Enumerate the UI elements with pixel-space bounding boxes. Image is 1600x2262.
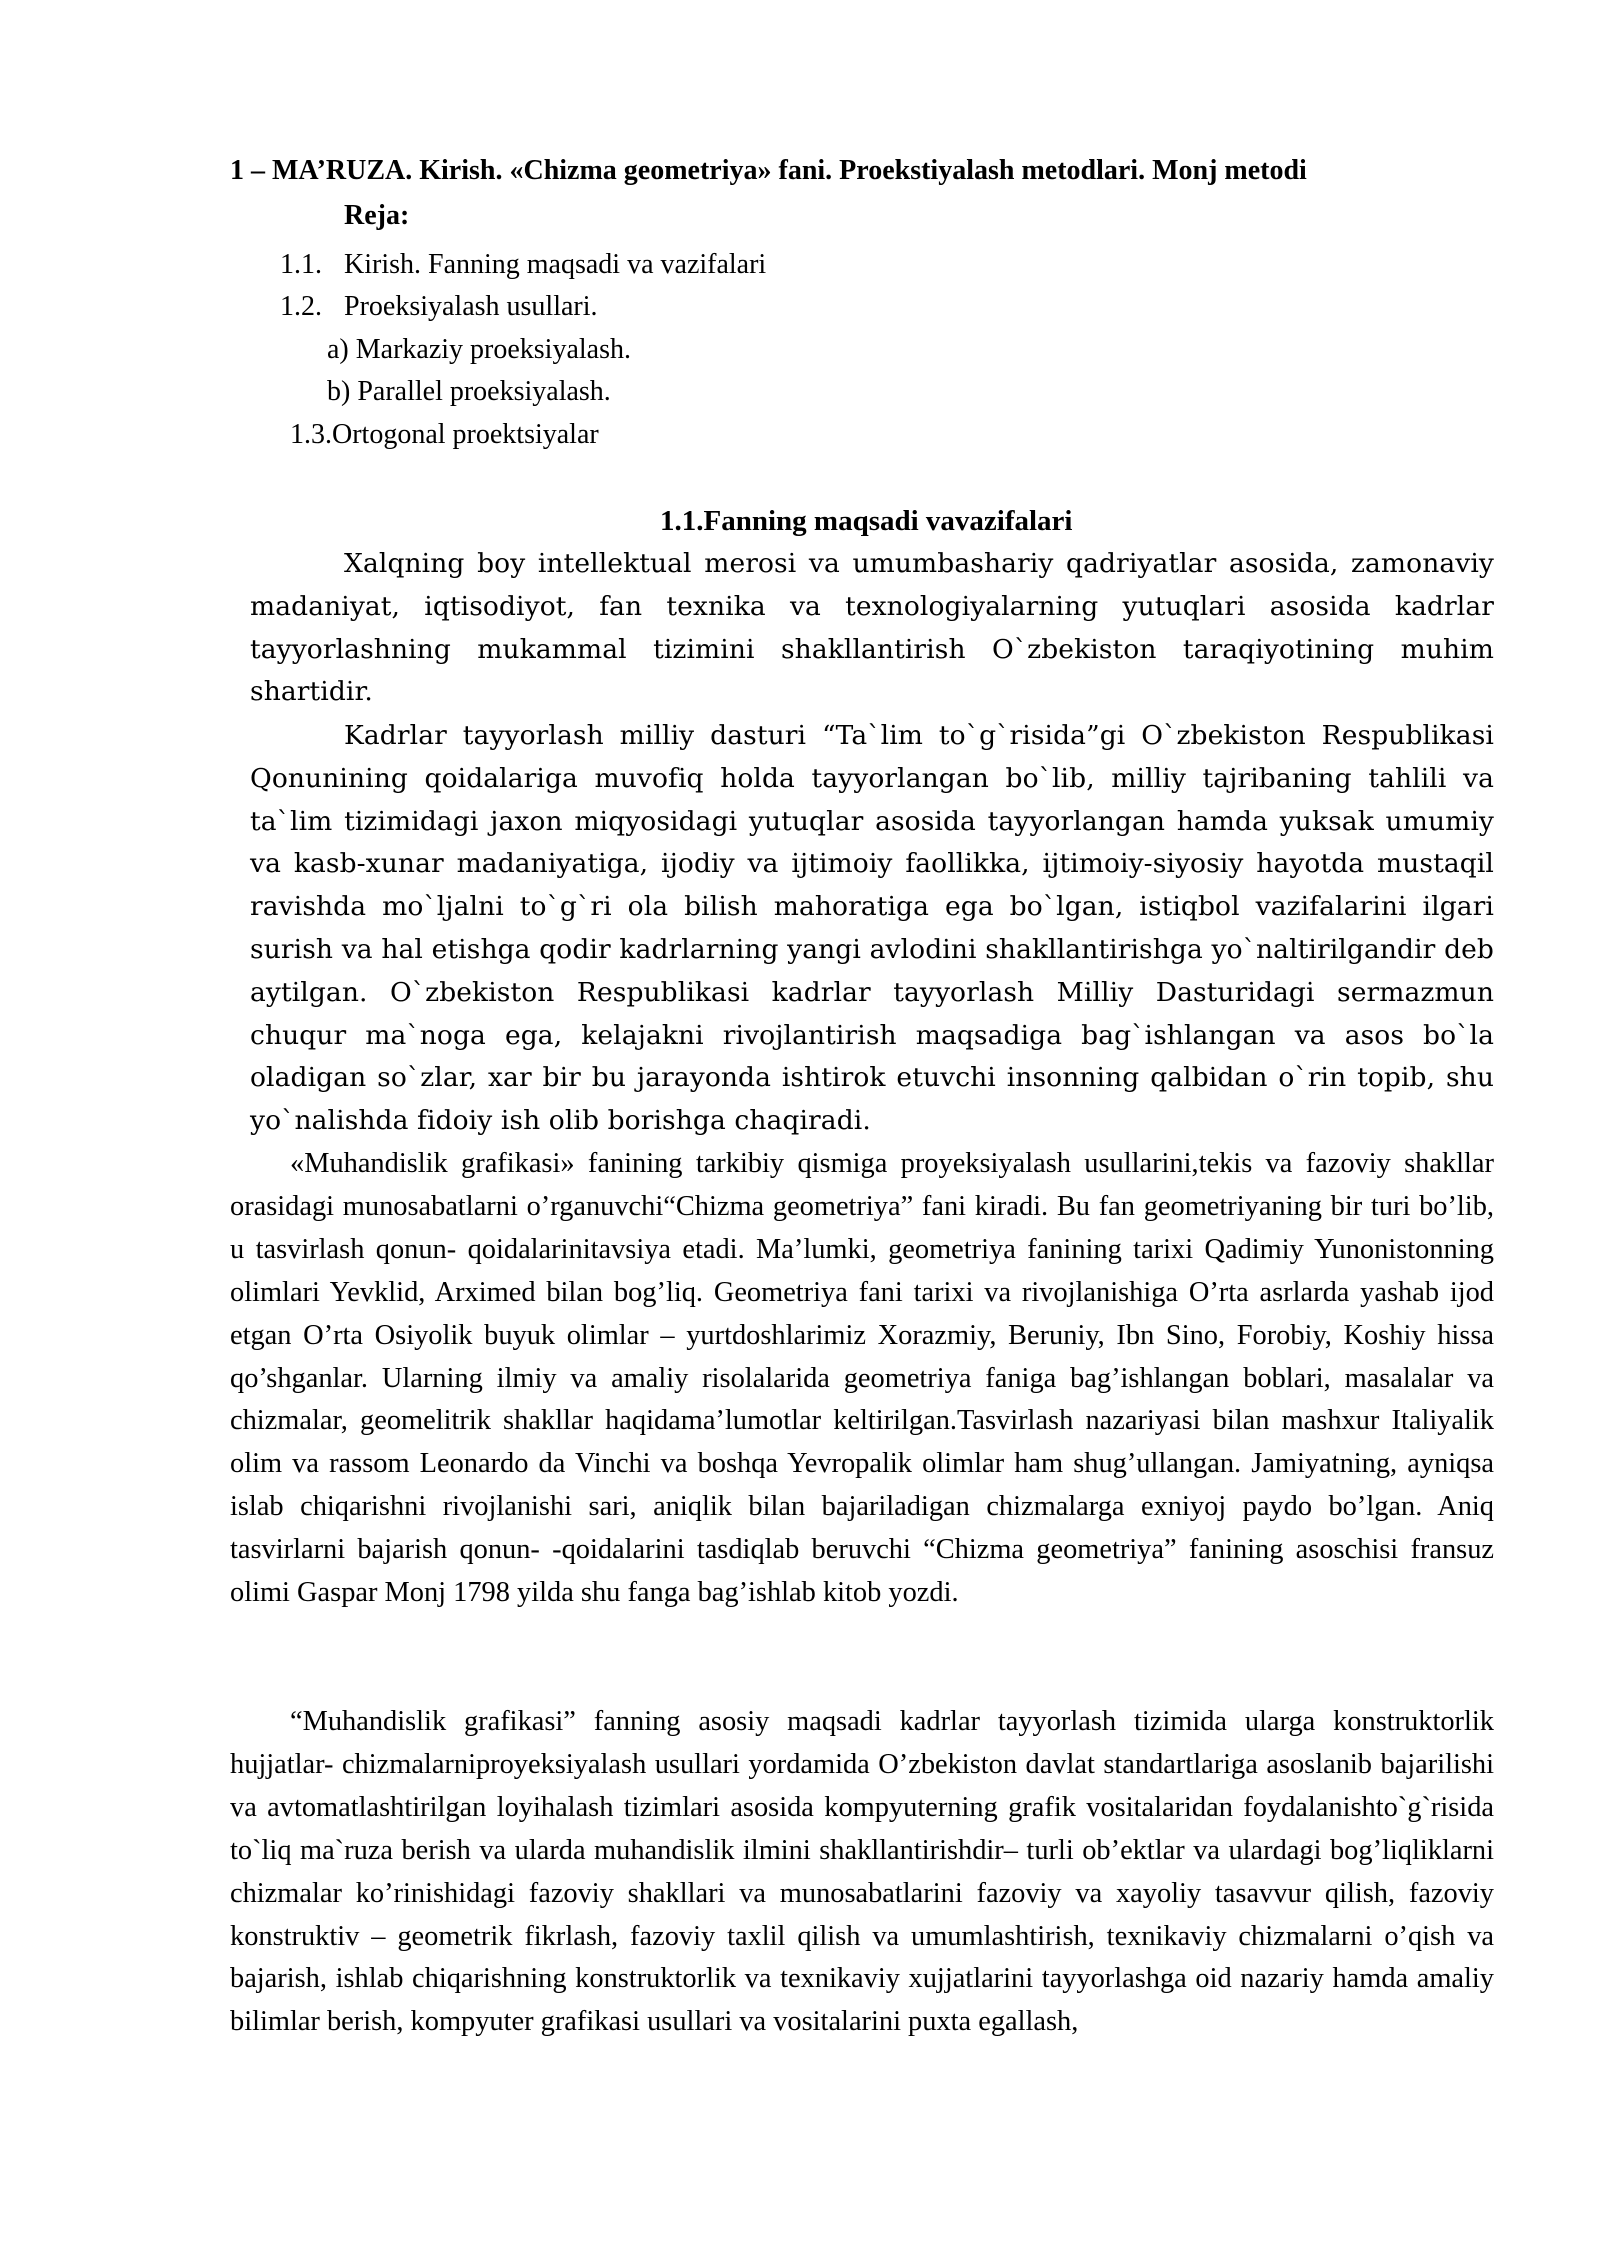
plan-item (290, 414, 599, 456)
plan-item-number: 1.3. (290, 419, 332, 450)
plan-item (280, 286, 598, 328)
plan-heading: Reja: (344, 200, 410, 231)
plan-item-text: Kirish. Fanning maqsadi va vazifalari (344, 249, 767, 280)
plan-item (280, 244, 766, 286)
paragraph-aims: “Muhandislik grafikasi” fanning asosiy maqsadi kadrlar tayyorlash tizimida ularga konstruktorlik hujjatlar- chizmalarniproyeksiyalash usullari yordamida O’zbekiston davlat standartlariga asoslanib bajarilishi va avtomatlashtirilgan loyihalash tizimlari asosida kompyuterning grafik vositalaridan foydalanishto`g`risida to`liq ma`ruza berish va ularda muhandislik ilmini shakllantirishdir– turli ob’ektlar va ulardagi bog’liqliklarni chizmalar ko’rinishidagi fazoviy shakllari va munosabatlarini fazoviy va xayoliy tasavvur qilish, fazoviy konstruktiv – geometrik fikrlash, fazoviy taxlil qilish va umumlashtirish, texnikaviy chizmalarni o’qish va bajarish, ishlab chiqarishning konstruktorlik va texnikaviy xujjatlarini tayyorlashga oid nazariy hamda amaliy bilimlar berish, kompyuter grafikasi usullari va vositalarini puxta egallash, (230, 1706, 1494, 2038)
plan-subitem (327, 371, 611, 413)
section-heading: 1.1.Fanning maqsadi vavazifalari (660, 505, 1073, 537)
plan-item-number: 1.2. (280, 291, 322, 322)
plan-item-number: 1.1. (280, 249, 322, 280)
plan-item-text: b) Parallel proeksiyalash. (327, 376, 611, 407)
plan-item-text: a) Markaziy proeksiyalash. (327, 334, 631, 365)
plan-item-text: Ortogonal proektsiyalar (332, 419, 599, 450)
paragraph-intro: Xalqning boy intellektual merosi va umumbashariy qadriyatlar asosida, zamonaviy madaniyat, iqtisodiyot, fan texnika va texnologiyalarning yutuqlari asosida kadrlar tayyorlashning mukammal tizimini shakllantirish O`zbekiston taraqiyotining muhim shartidir. (250, 548, 1494, 708)
plan-subitem (327, 329, 631, 371)
lecture-title: 1 – MA’RUZA. Kirish. «Chizma geometriya» fani. Proekstiyalash metodlari. Monj metodi (230, 155, 1307, 186)
paragraph-history: «Muhandislik grafikasi» fanining tarkibiy qismiga proyeksiyalash usullarini,tekis va fazoviy shakllar orasidagi munosabatlarni o’rganuvchi“Chizma geometriya” fani kiradi. Bu fan geometriyaning bir turi bo’lib, u tasvirlash qonun- qoidalarinitavsiya etadi. Ma’lumki, geometriya fanining tarixi Qadimiy Yunonistonning olimlari Yevklid, Arximed bilan bog’liq. Geometriya fani tarixi va rivojlanishiga O’rta asrlarda yashab ijod etgan O’rta Osiyolik buyuk olimlar – yurtdoshlarimiz Xorazmiy, Beruniy, Ibn Sino, Forobiy, Koshiy hissa qo’shganlar. Ularning ilmiy va amaliy risolalarida geometriya faniga bag’ishlangan boblari, masalalar va chizmalar, geomelitrik shakllar haqidama’lumotlar keltirilgan.Tasvirlash nazariyasi bilan mashxur Italiyalik olim va rassom Leonardo da Vinchi va boshqa Yevropalik olimlar ham shug’ullangan. Jamiyatning, ayniqsa islab chiqarishni rivojlanishi sari, aniqlik bilan bajariladigan chizmalarga exniyoj paydo bo’lgan. Aniq tasvirlarni bajarish qonun- -qoidalarini tasdiqlab beruvchi “Chizma geometriya” fanining asoschisi fransuz olimi Gaspar Monj 1798 yilda shu fanga bag’ishlab kitob yozdi. (230, 1148, 1494, 1609)
plan-item-text: Proeksiyalash usullari. (344, 291, 598, 322)
paragraph-national-program: Kadrlar tayyorlash milliy dasturi “Ta`lim to`g`risida”gi O`zbekiston Respublikasi Qonunining qoidalariga muvofiq holda tayyorlangan bo`lib, milliy tajribaning tahlili va ta`lim tizimidagi jaxon miqyosidagi yutuqlar asosida tayyorlangan hamda yuksak umumiy va kasb-xunar madaniyatiga, ijodiy va ijtimoiy faollikka, ijtimoiy-siyosiy hayotda mustaqil ravishda mo`ljalni to`g`ri ola bilish mahoratiga ega bo`lgan, istiqbol vazifalarini ilgari surish va hal etishga qodir kadrlarning yangi avlodini shakllantirishga yo`naltirilgandir deb aytilgan. O`zbekiston Respublikasi kadrlar tayyorlash Milliy Dasturidagi sermazmun chuqur ma`noga ega, kelajakni rivojlantirish maqsadiga bag`ishlangan va asos bo`la oladigan so`zlar, xar bir bu jarayonda ishtirok etuvchi insonning qalbidan o`rin topib, shu yo`nalishda fidoiy ish olib borishga chaqiradi. (250, 720, 1494, 1137)
